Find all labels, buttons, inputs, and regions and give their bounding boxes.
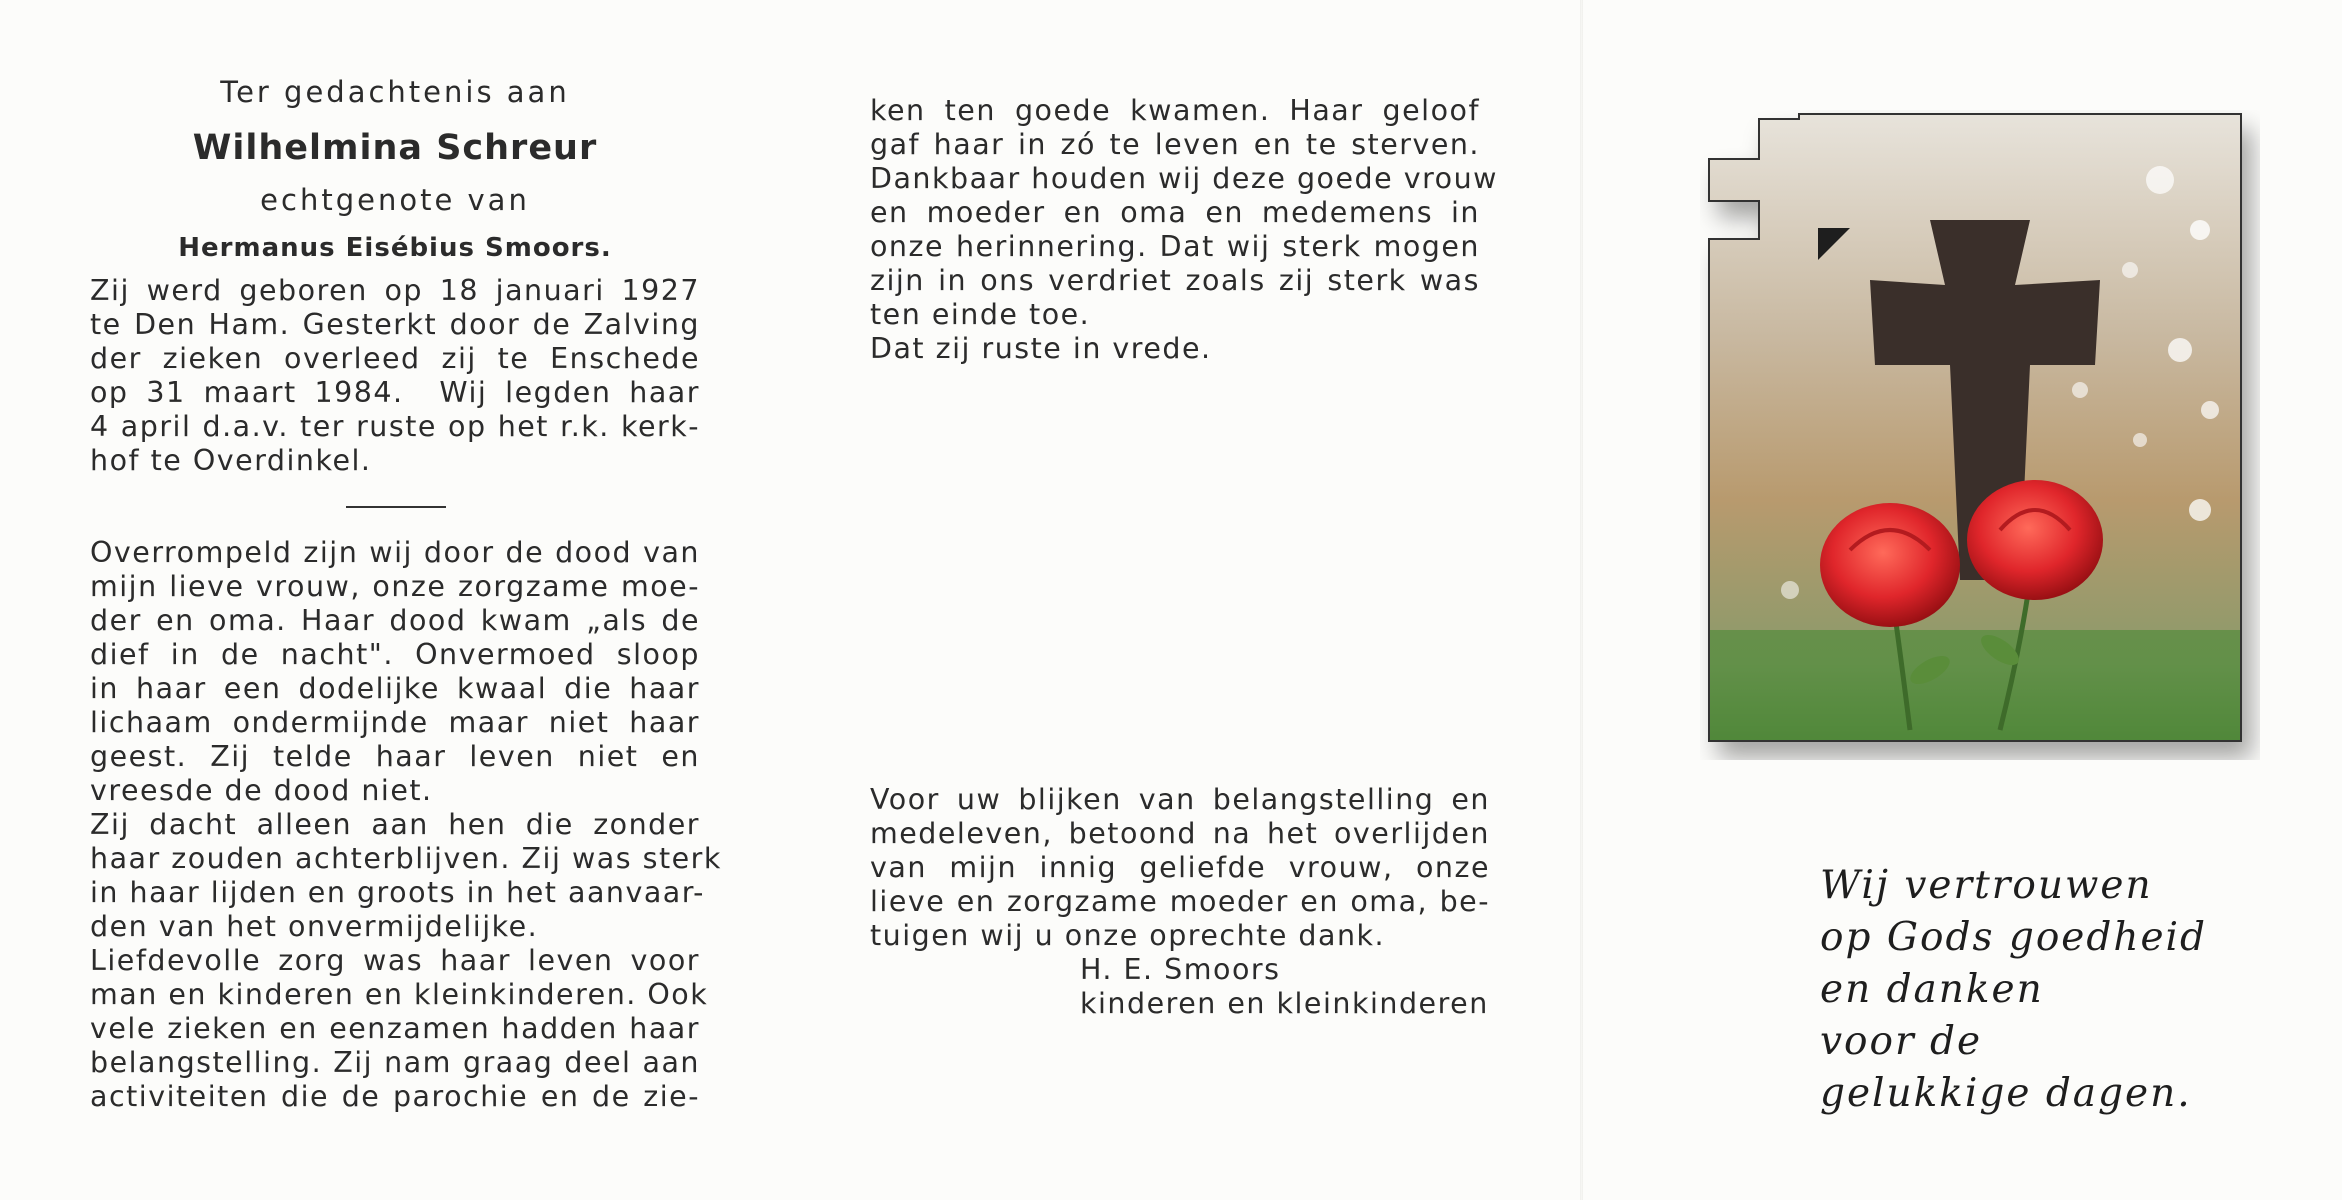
text-line: dief in de nacht". Onvermoed sloop — [90, 638, 700, 671]
deceased-name: Wilhelmina Schreur — [192, 128, 598, 168]
text-line: tuigen wij u onze oprechte dank. — [870, 919, 1386, 952]
cross-with-roses-photo-icon — [1700, 110, 2260, 760]
card-fold — [1580, 0, 1583, 1200]
text-line: mijn lieve vrouw, onze zorgzame moe- — [90, 570, 700, 603]
text-line: man en kinderen en kleinkinderen. Ook — [90, 978, 709, 1011]
middle-panel-thanks — [870, 783, 1490, 1021]
text-line: belangstelling. Zij nam graag deel aan — [90, 1046, 700, 1079]
text-line: te Den Ham. Gesterkt door de Zalving — [90, 308, 700, 341]
text-line: zijn in ons verdriet zoals zij sterk was — [870, 264, 1480, 297]
signature-name: H. E. Smoors — [1080, 953, 1281, 986]
text-line: op 31 maart 1984. Wij legden haar — [90, 376, 700, 409]
text-line: in haar een dodelijke kwaal die haar — [90, 672, 700, 705]
text-line: gaf haar in zó te leven en te sterven. — [870, 128, 1480, 161]
quote-line: op Gods goedheid — [1820, 915, 2207, 960]
text-line: lichaam ondermijnde maar niet haar — [90, 706, 700, 739]
middle-panel-continuation — [870, 94, 1498, 366]
left-panel — [90, 70, 722, 1114]
text-line: haar zouden achterblijven. Zij was sterk — [90, 842, 722, 875]
memorial-photo — [1700, 110, 2250, 750]
quote-line: voor de — [1820, 1019, 1983, 1064]
text-line: Zij dacht alleen aan hen die zonder — [90, 808, 700, 841]
text-line: vreesde de dood niet. — [90, 774, 433, 807]
relation-text: echtgenote van — [260, 183, 530, 217]
closing-quote — [1820, 860, 2240, 1120]
text-line: der zieken overleed zij te Enschede — [90, 342, 700, 375]
text-line: der en oma. Haar dood kwam „als de — [90, 604, 700, 637]
text-line: Zij werd geboren op 18 januari 1927 — [90, 274, 700, 307]
text-line: onze herinnering. Dat wij sterk mogen — [870, 230, 1480, 263]
text-line: 4 april d.a.v. ter ruste op het r.k. kerk- — [90, 410, 700, 443]
text-line: geest. Zij telde haar leven niet en — [90, 740, 700, 773]
text-line: Voor uw blijken van belangstelling en — [870, 783, 1490, 816]
text-line: van mijn innig geliefde vrouw, onze — [870, 851, 1490, 884]
text-line: Dankbaar houden wij deze goede vrouw — [870, 162, 1498, 195]
signature-family: kinderen en kleinkinderen — [1080, 987, 1489, 1020]
text-line: in haar lijden en groots in het aanvaar- — [90, 876, 705, 909]
text-line: ten einde toe. — [870, 298, 1091, 331]
quote-line: gelukkige dagen. — [1820, 1071, 2192, 1116]
text-line: Liefdevolle zorg was haar leven voor — [90, 944, 700, 977]
quote-line: en danken — [1820, 967, 2044, 1012]
text-line: activiteiten die de parochie en de zie- — [90, 1080, 700, 1113]
text-line: medeleven, betoond na het overlijden — [870, 817, 1490, 850]
divider-line — [346, 506, 446, 508]
text-line: ken ten goede kwamen. Haar geloof — [870, 94, 1480, 127]
continuation-paragraph — [870, 94, 1498, 366]
biography-paragraph — [90, 274, 700, 478]
text-line: Overrompeld zijn wij door de dood van — [90, 536, 700, 569]
intro-text: Ter gedachtenis aan — [220, 75, 570, 109]
thanks-paragraph — [870, 783, 1490, 953]
text-line: en moeder en oma en medemens in — [870, 196, 1480, 229]
quote-line: Wij vertrouwen — [1820, 863, 2153, 908]
text-line: hof te Overdinkel. — [90, 444, 372, 477]
text-line: den van het onvermijdelijke. — [90, 910, 539, 943]
text-line: lieve en zorgzame moeder en oma, be- — [870, 885, 1490, 918]
husband-name: Hermanus Eisébius Smoors. — [178, 233, 612, 263]
text-line: Dat zij ruste in vrede. — [870, 332, 1212, 365]
tribute-paragraph — [90, 536, 722, 1114]
text-line: vele zieken en eenzamen hadden haar — [90, 1012, 700, 1045]
